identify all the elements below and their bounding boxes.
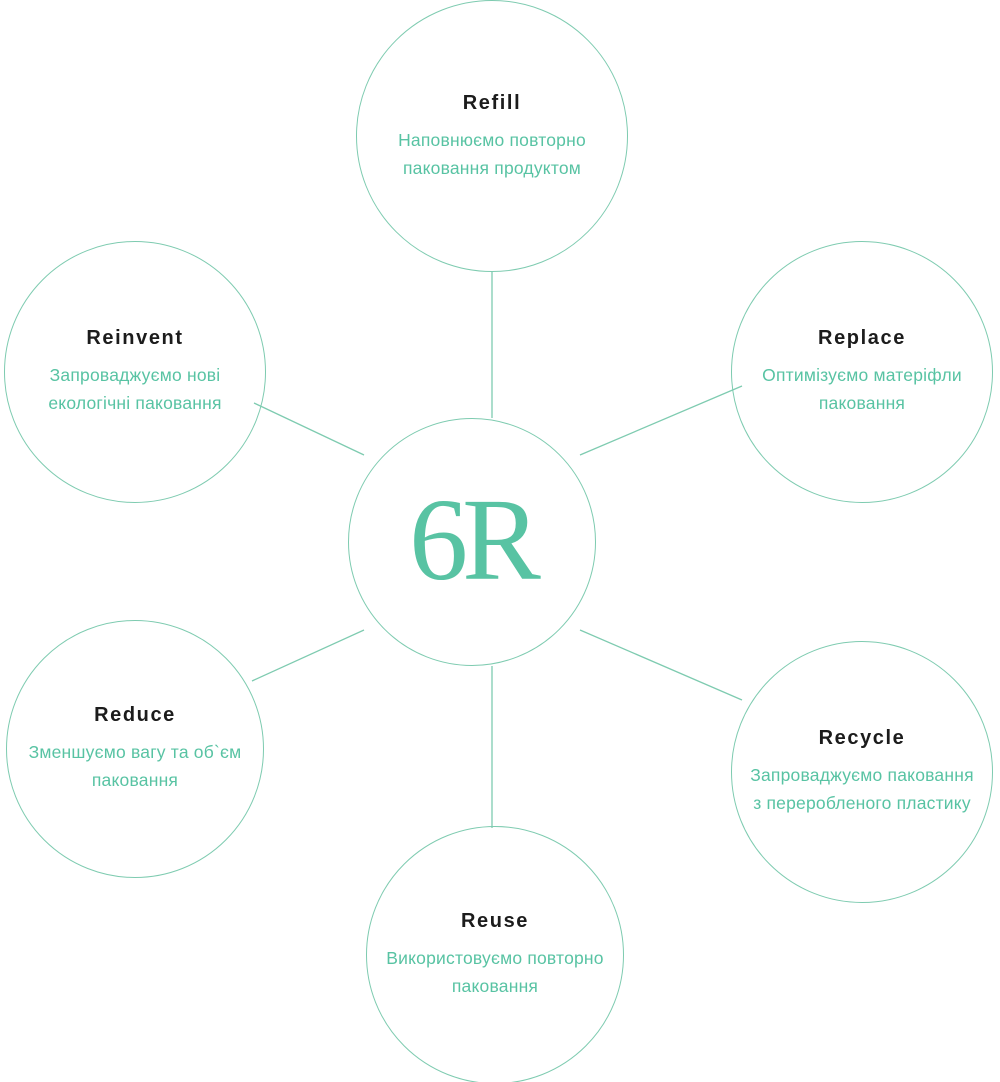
node-replace[interactable]: [731, 241, 993, 503]
node-recycle-title: Recycle: [818, 726, 906, 749]
node-refill-title: Refill: [462, 91, 522, 114]
node-recycle-description: Запроваджуємо паковання з переробленого пластику: [750, 764, 974, 813]
connector-reduce: [252, 630, 364, 681]
connector-replace: [580, 386, 742, 455]
node-reuse-title: Reuse: [460, 909, 530, 932]
node-reuse-description: Використовуємо повторно паковання: [386, 947, 604, 996]
node-reinvent-title: Reinvent: [86, 326, 184, 349]
node-reduce-description: Зменшуємо вагу та об`єм паковання: [28, 741, 242, 790]
connector-recycle: [580, 630, 742, 700]
node-recycle[interactable]: [731, 641, 993, 903]
node-reinvent[interactable]: [4, 241, 266, 503]
hub-label: 6R: [409, 474, 535, 605]
connector-reinvent: [254, 403, 364, 455]
node-replace-description: Оптимізуємо матеріфли паковання: [762, 364, 962, 413]
node-reduce-title: Reduce: [94, 703, 176, 726]
node-reinvent-description: Запроваджуємо нові екологічні паковання: [48, 364, 222, 413]
hub-circle: [348, 418, 596, 666]
node-refill-description: Наповнюємо повторно паковання продуктом: [398, 129, 586, 178]
node-reuse[interactable]: [366, 826, 624, 1082]
node-reduce[interactable]: [6, 620, 264, 878]
node-refill[interactable]: [356, 0, 628, 272]
node-replace-title: Replace: [818, 326, 906, 349]
